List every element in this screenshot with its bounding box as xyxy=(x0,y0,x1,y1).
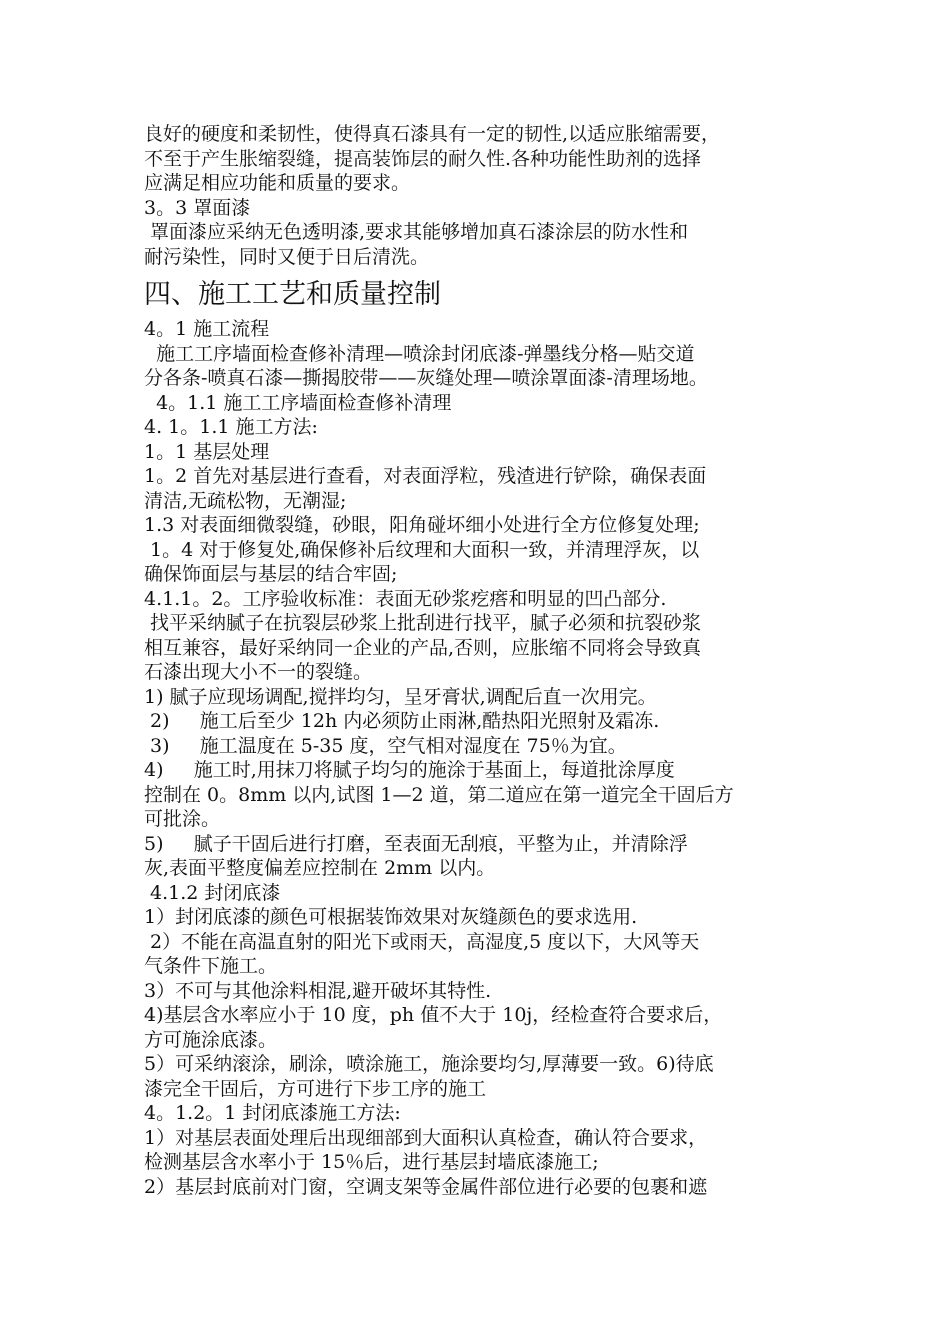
text-line: 3）不可与其他涂料相混,避开破坏其特性. xyxy=(144,979,492,1002)
text-line: 4。1.2。1 封闭底漆施工方法: xyxy=(144,1102,401,1124)
text-line: 5）可采纳滚涂，刷涂，喷涂施工，施涂要均匀,厚薄要一致。6)待底 xyxy=(144,1053,714,1075)
text-line: 耐污染性，同时又便于日后清洗。 xyxy=(144,245,430,268)
text-line: 气条件下施工。 xyxy=(144,955,278,977)
text-line: 1。1 基层处理 xyxy=(144,440,270,463)
section-heading: 四、施工工艺和质量控制 xyxy=(144,279,441,310)
text-line: 2) 施工后至少 12h 内必须防止雨淋,酷热阳光照射及霜冻. xyxy=(144,710,660,732)
text-line: 5) 腻子干固后进行打磨，至表面无刮痕，平整为止，并清除浮 xyxy=(144,832,688,855)
text-line: 1。2 首先对基层进行查看，对表面浮粒，残渣进行铲除，确保表面 xyxy=(144,465,707,487)
text-line: 4.1.1。2。工序验收标准：表面无砂浆疙瘩和明显的凹凸部分. xyxy=(144,587,667,610)
text-line: 1) 腻子应现场调配,搅拌均匀，呈牙膏状,调配后直一次用完。 xyxy=(144,685,657,708)
text-line: 可批涂。 xyxy=(144,808,221,830)
text-line: 1.3 对表面细微裂缝，砂眼，阳角碰坏细小处进行全方位修复处理; xyxy=(144,514,700,536)
text-line: 检测基层含水率小于 15％后，进行基层封墙底漆施工; xyxy=(144,1151,599,1173)
text-line: 4.1.2 封闭底漆 xyxy=(144,881,281,904)
text-line: 方可施涂底漆。 xyxy=(144,1028,278,1051)
text-line: 分各条-喷真石漆—撕揭胶带——灰缝处理—喷涂罩面漆-清理场地。 xyxy=(144,367,708,389)
text-line: 2）基层封底前对门窗，空调支架等金属件部位进行必要的包裹和遮 xyxy=(144,1175,708,1198)
text-line: 4。1.1 施工工序墙面检查修补清理 xyxy=(144,391,452,414)
text-line: 应满足相应功能和质量的要求。 xyxy=(144,172,411,194)
text-line: 灰,表面平整度偏差应控制在 2mm 以内。 xyxy=(144,857,496,879)
text-line: 相互兼容，最好采纳同一企业的产品,否则，应胀缩不同将会导致真 xyxy=(144,636,702,659)
text-line: 4)基层含水率应小于 10 度，ph 值不大于 10j，经检查符合要求后， xyxy=(144,1004,723,1026)
text-line: 4。1 施工流程 xyxy=(144,318,270,340)
text-line: 石漆出现大小不一的裂缝。 xyxy=(144,661,373,683)
text-line: 罩面漆应采纳无色透明漆,要求其能够增加真石漆涂层的防水性和 xyxy=(144,221,689,243)
text-line: 1）对基层表面处理后出现细部到大面积认真检查，确认符合要求， xyxy=(144,1126,708,1149)
text-line: 1。4 对于修复处,确保修补后纹理和大面积一致，并清理浮灰，以 xyxy=(144,538,700,561)
text-line: 施工工序墙面检查修补清理—喷涂封闭底漆-弹墨线分格—贴交道 xyxy=(144,342,695,365)
text-line: 3) 施工温度在 5-35 度，空气相对湿度在 75％为宜。 xyxy=(144,734,627,757)
text-line: 1）封闭底漆的颜色可根据装饰效果对灰缝颜色的要求选用. xyxy=(144,906,638,928)
text-line: 不至于产生胀缩裂缝，提高装饰层的耐久性.各种功能性助剂的选择 xyxy=(144,147,702,170)
text-line: 2）不能在高温直射的阳光下或雨天，高湿度,5 度以下，大风等天 xyxy=(144,930,700,953)
text-line: 清洁,无疏松物，无潮湿; xyxy=(144,489,347,512)
text-line: 漆完全干固后，方可进行下步工序的施工 xyxy=(144,1077,487,1100)
text-line: 4. 1。1.1 施工方法: xyxy=(144,416,318,438)
text-line: 良好的硬度和柔韧性，使得真石漆具有一定的韧性,以适应胀缩需要， xyxy=(144,123,721,145)
text-line: 控制在 0。8mm 以内,试图 1—2 道，第二道应在第一道完全干固后方 xyxy=(144,783,734,806)
document-page xyxy=(144,122,814,1199)
text-line: 确保饰面层与基层的结合牢固; xyxy=(144,563,398,585)
text-line: 找平采纳腻子在抗裂层砂浆上批刮进行找平，腻子必须和抗裂砂浆 xyxy=(144,612,702,634)
text-line: 4) 施工时,用抹刀将腻子均匀的施涂于基面上，每道批涂厚度 xyxy=(144,759,675,781)
text-line: 3。3 罩面漆 xyxy=(144,196,251,219)
